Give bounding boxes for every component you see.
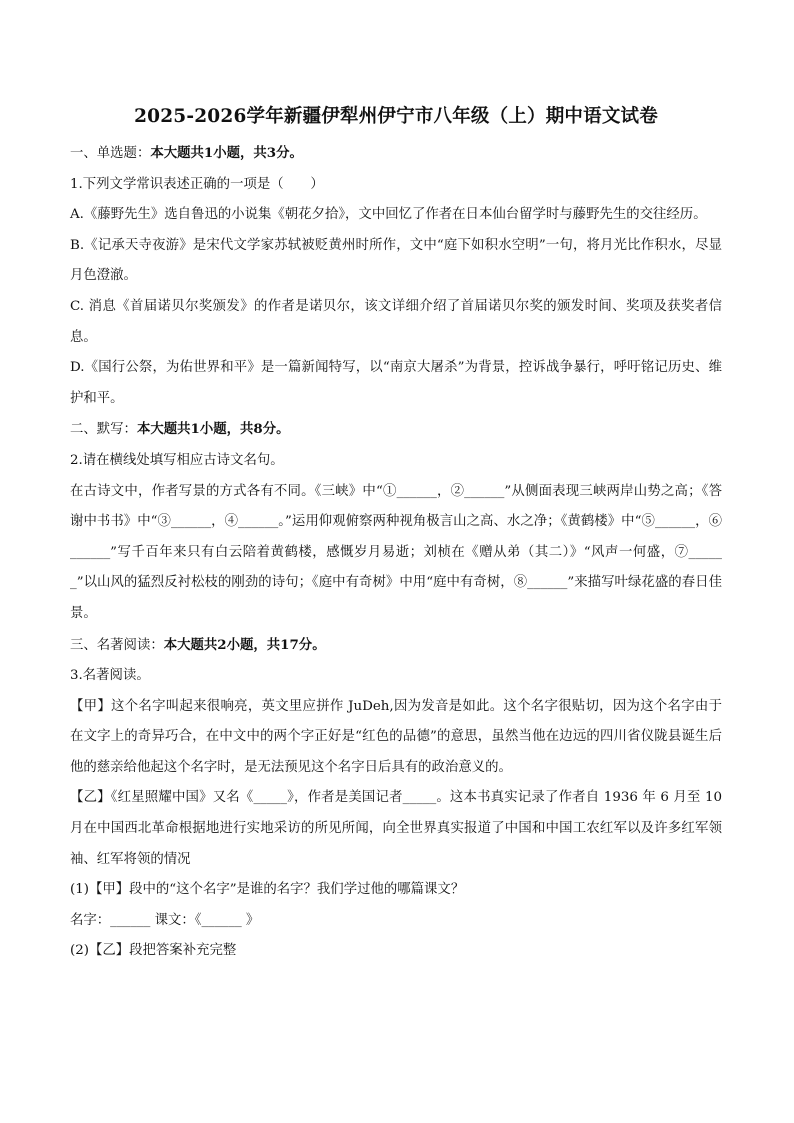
section-heading-detail: 本大题共2小题，共17分。 xyxy=(163,636,326,653)
section-heading-detail: 本大题共1小题，共3分。 xyxy=(150,145,303,161)
section-heading-detail: 本大题共1小题，共8分。 xyxy=(136,421,290,438)
question-2-stem: 2.请在横线处填写相应古诗文名句。 xyxy=(70,452,284,468)
question-3-subquestion-1-answer-line: 名字：______ 课文：《______ 》 xyxy=(70,912,260,928)
question-1-option-a: A.《藤野先生》选自鲁迅的小说集《朝花夕拾》，文中回忆了作者在日本仙台留学时与藤野先生的交往经历。 xyxy=(70,207,707,223)
question-3-subquestion-2: (2)【乙】段把答案补充完整 xyxy=(70,943,237,959)
exam-title: 2025-2026学年新疆伊犁州伊宁市八年级（上）期中语文试卷 xyxy=(134,106,658,127)
question-1-stem: 1.下列文学常识表述正确的一项是（ ） xyxy=(70,176,324,192)
question-1-option-d: D.《国行公祭，为佑世界和平》是一篇新闻特写，以“南京大屠杀”为背景，控诉战争暴行，呼吁铭记历史、维护和平。 xyxy=(70,360,722,406)
question-3-passage-yi: 【乙】《红星照耀中国》又名《_____》，作者是美国记者_____。这本书真实记录了作者自 1936 年 6 月至 10 月在中国西北革命根据地进行实地采访的所见所闻，向全世界真实报道了中国和中国工农红军以及许多红军领袖、红军将领的情况 xyxy=(70,790,722,867)
section-heading-prefix: 二、默写： xyxy=(70,422,137,438)
question-3-passage-jia: 【甲】这个名字叫起来很响亮，英文里应拼作 JuDeh,因为发音是如此。这个名字很贴切，因为这个名字由于在文字上的奇异巧合，在中文中的两个字正好是“红色的品德”的意思，虽然当他在边远的四川省仪陇县诞生后他的慈亲给他起这个名字时，是无法预见这个名字日后具有的政治意义的。 xyxy=(70,698,722,775)
question-1-option-c: C. 消息《首届诺贝尔奖颁发》的作者是诺贝尔，该文详细介绍了首届诺贝尔奖的颁发时间、奖项及获奖者信息。 xyxy=(70,298,722,345)
section-heading-3 xyxy=(70,630,722,662)
section-heading-prefix: 一、单选题： xyxy=(70,146,151,161)
question-3-subquestion-1: (1)【甲】段中的“这个名字”是谁的名字？我们学过他的哪篇课文？ xyxy=(70,882,465,898)
section-heading-prefix: 三、名著阅读： xyxy=(70,637,164,653)
question-2-body: 在古诗文中，作者写景的方式各有不同。《三峡》中“①______，②______”从侧面表现三峡两岸山势之高；《答谢中书书》中“③______，④______。”运用仰观俯察两种视角极言山之高、水之净；《黄鹤楼》中“⑤______，⑥______”写千百年来只有白云陪着黄鹤楼，感慨岁月易逝；刘桢在《赠从弟（其二）》“风声一何盛，⑦______”以山风的猛烈反衬松枝的刚劲的诗句；《庭中有奇树》中用“庭中有奇树，⑧______”来描写叶绿花盛的春日佳景。 xyxy=(70,483,722,621)
exam-page xyxy=(70,100,722,967)
question-1-option-b: B.《记承天寺夜游》是宋代文学家苏轼被贬黄州时所作，文中“庭下如积水空明”一句，将月光比作积水，尽显月色澄澈。 xyxy=(70,237,722,284)
section-heading-2 xyxy=(70,414,722,446)
section-heading-1 xyxy=(70,138,722,170)
question-3-stem: 3.名著阅读。 xyxy=(70,668,150,684)
